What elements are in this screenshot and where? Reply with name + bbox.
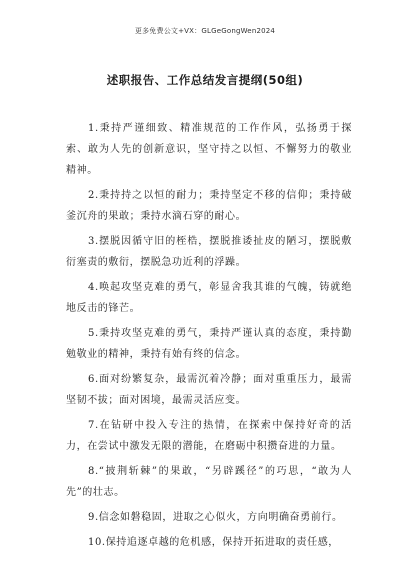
document-title: 述职报告、工作总结发言提纲(50组)	[106, 73, 304, 87]
list-item: 9.信念如磐稳固，进取之心似火，方向明确奋勇前行。	[88, 512, 343, 523]
list-item: 2.秉持持之以恒的耐力；秉持坚定不移的信仰；秉持破釜沉舟的果敢；秉持水滴石穿的耐心。	[66, 190, 352, 222]
list-item: 8.“披荆斩棘”的果敢，“另辟蹊径”的巧思，“敢为人先”的壮志。	[66, 466, 352, 498]
list-item: 6.面对纷繁复杂，最需沉着冷静；面对重重压力，最需坚韧不拔；面对困境，最需灵活应变。	[66, 374, 352, 406]
header-note: 更多免费公文+VX：GLGeGongWen2024	[134, 27, 276, 35]
list-item: 3.摆脱因循守旧的桎梏，摆脱推诿扯皮的陋习，摆脱敷衍塞责的敷衍，摆脱急功近利的浮躁。	[66, 236, 352, 268]
document-body	[66, 118, 352, 557]
list-item: 4.唤起攻坚克难的勇气，彰显舍我其谁的气魄，铸就绝地反击的锋芒。	[66, 282, 352, 314]
list-item: 1.秉持严谨细致、精准规范的工作作风，弘扬勇于探索、敢为人先的创新意识，坚守持之以恒、不懈努力的敬业精神。	[66, 123, 352, 176]
list-item: 7.在钻研中投入专注的热情，在探索中保持好奇的活力，在尝试中激发无限的潜能，在磨砺中积攒奋进的力量。	[66, 420, 352, 452]
list-item: 5.秉持攻坚克难的勇气，秉持严谨认真的态度，秉持勤勉敬业的精神，秉持有始有终的信念。	[66, 328, 352, 360]
list-item: 10.保持追逐卓越的危机感，保持开拓进取的责任感，	[88, 537, 339, 548]
